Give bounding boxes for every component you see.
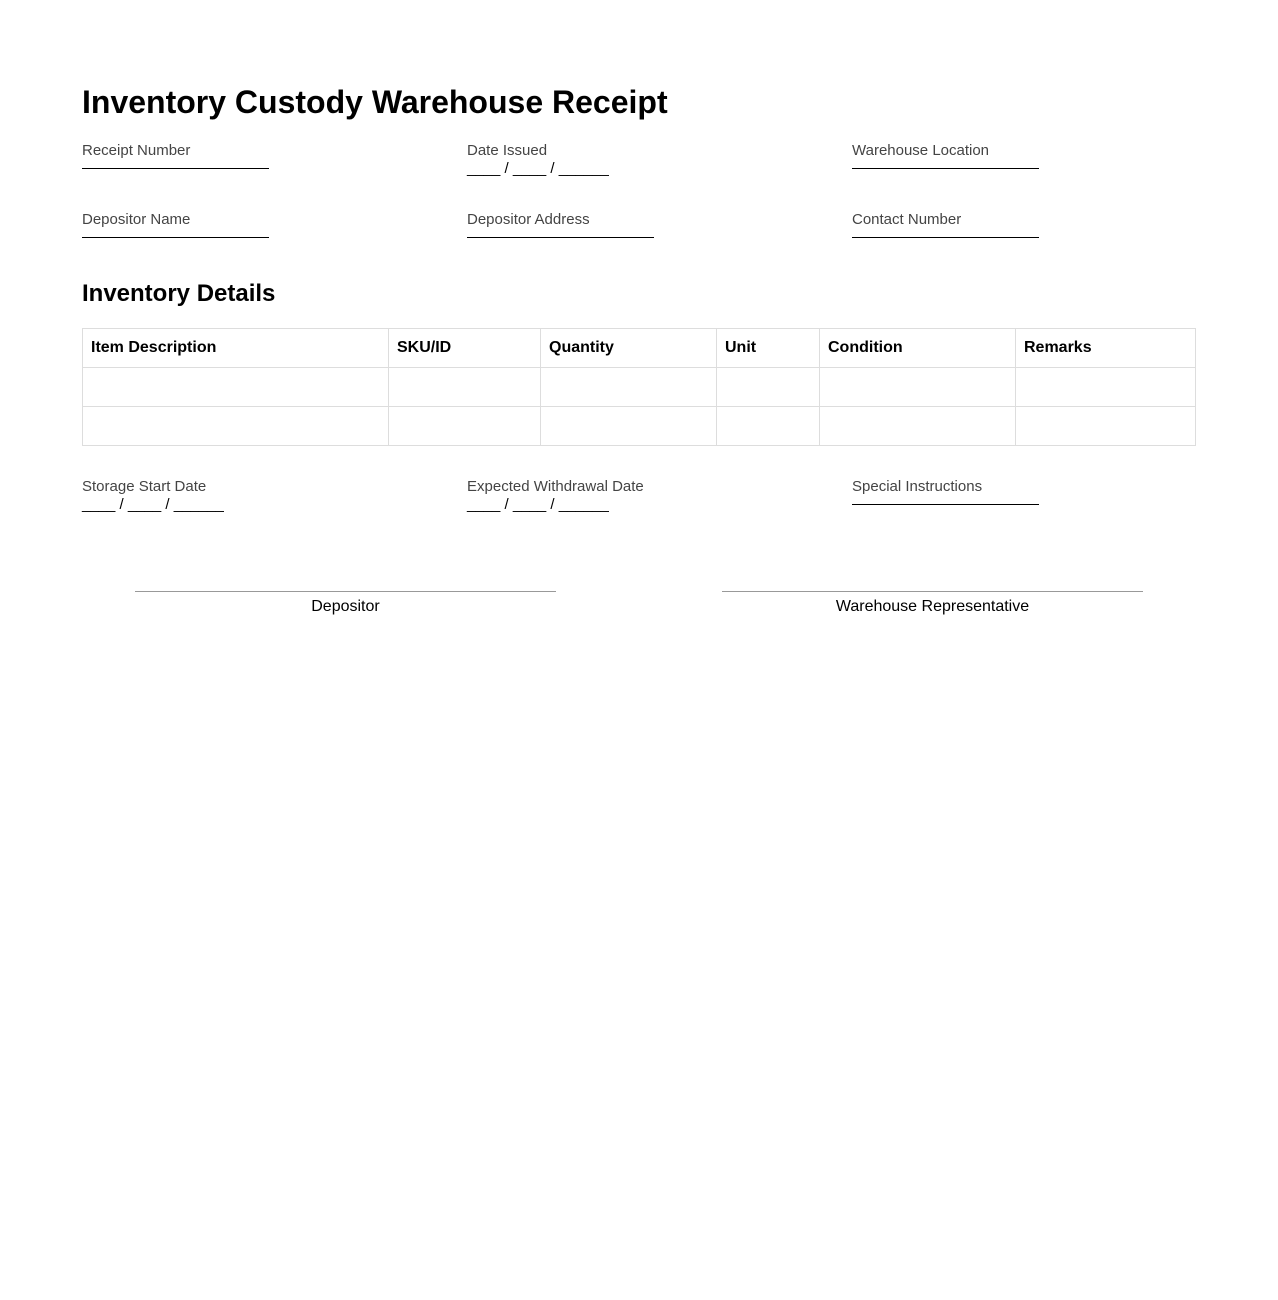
field-label: Depositor Address [467, 211, 590, 228]
column-header-unit: Unit [717, 329, 820, 368]
column-header-remarks: Remarks [1016, 329, 1196, 368]
receipt-number-field[interactable] [82, 142, 442, 169]
signature-label: Depositor [311, 598, 380, 615]
column-header-condition: Condition [820, 329, 1016, 368]
special-instructions-blank[interactable] [852, 504, 1039, 505]
cell-item-description[interactable] [83, 407, 389, 446]
expected-withdrawal-date-field[interactable] [467, 478, 827, 514]
table-header-row [83, 329, 1196, 368]
field-label: Warehouse Location [852, 142, 990, 159]
inventory-details-heading: Inventory Details [82, 280, 276, 307]
cell-remarks[interactable] [1016, 368, 1196, 407]
cell-item-description[interactable] [83, 368, 389, 407]
cell-condition[interactable] [820, 407, 1016, 446]
contact-number-field[interactable] [852, 211, 1212, 238]
cell-unit[interactable] [717, 368, 820, 407]
table-row [83, 368, 1196, 407]
signature-line[interactable] [722, 591, 1143, 592]
receipt-number-blank[interactable] [82, 168, 269, 169]
column-header-sku-id: SKU/ID [389, 329, 541, 368]
field-label: Storage Start Date [82, 478, 207, 495]
special-instructions-field[interactable] [852, 478, 1212, 505]
field-label: Depositor Name [82, 211, 191, 228]
inventory-table [82, 328, 1196, 446]
page-title: Inventory Custody Warehouse Receipt [82, 84, 668, 120]
column-header-quantity: Quantity [541, 329, 717, 368]
cell-remarks[interactable] [1016, 407, 1196, 446]
field-label: Date Issued [467, 142, 548, 159]
field-label: Special Instructions [852, 478, 983, 495]
cell-quantity[interactable] [541, 407, 717, 446]
warehouse-location-field[interactable] [852, 142, 1212, 169]
field-label: Contact Number [852, 211, 962, 228]
signature-label: Warehouse Representative [835, 598, 1030, 615]
date-issued-field[interactable] [467, 142, 827, 178]
warehouse-location-blank[interactable] [852, 168, 1039, 169]
column-header-item-description: Item Description [83, 329, 389, 368]
expected-withdrawal-date-blank[interactable]: ____ / ____ / ______ [467, 496, 609, 513]
field-label: Expected Withdrawal Date [467, 478, 644, 495]
cell-quantity[interactable] [541, 368, 717, 407]
warehouse-representative-signature[interactable] [722, 591, 1143, 616]
contact-number-blank[interactable] [852, 237, 1039, 238]
depositor-name-blank[interactable] [82, 237, 269, 238]
cell-sku-id[interactable] [389, 407, 541, 446]
storage-start-date-field[interactable] [82, 478, 442, 514]
storage-start-date-blank[interactable]: ____ / ____ / ______ [82, 496, 224, 513]
depositor-signature[interactable] [135, 591, 556, 616]
cell-unit[interactable] [717, 407, 820, 446]
field-label: Receipt Number [82, 142, 191, 159]
table-row [83, 407, 1196, 446]
signature-line[interactable] [135, 591, 556, 592]
depositor-address-field[interactable] [467, 211, 827, 238]
cell-condition[interactable] [820, 368, 1016, 407]
depositor-address-blank[interactable] [467, 237, 654, 238]
date-issued-blank[interactable]: ____ / ____ / ______ [467, 160, 609, 177]
cell-sku-id[interactable] [389, 368, 541, 407]
depositor-name-field[interactable] [82, 211, 442, 238]
